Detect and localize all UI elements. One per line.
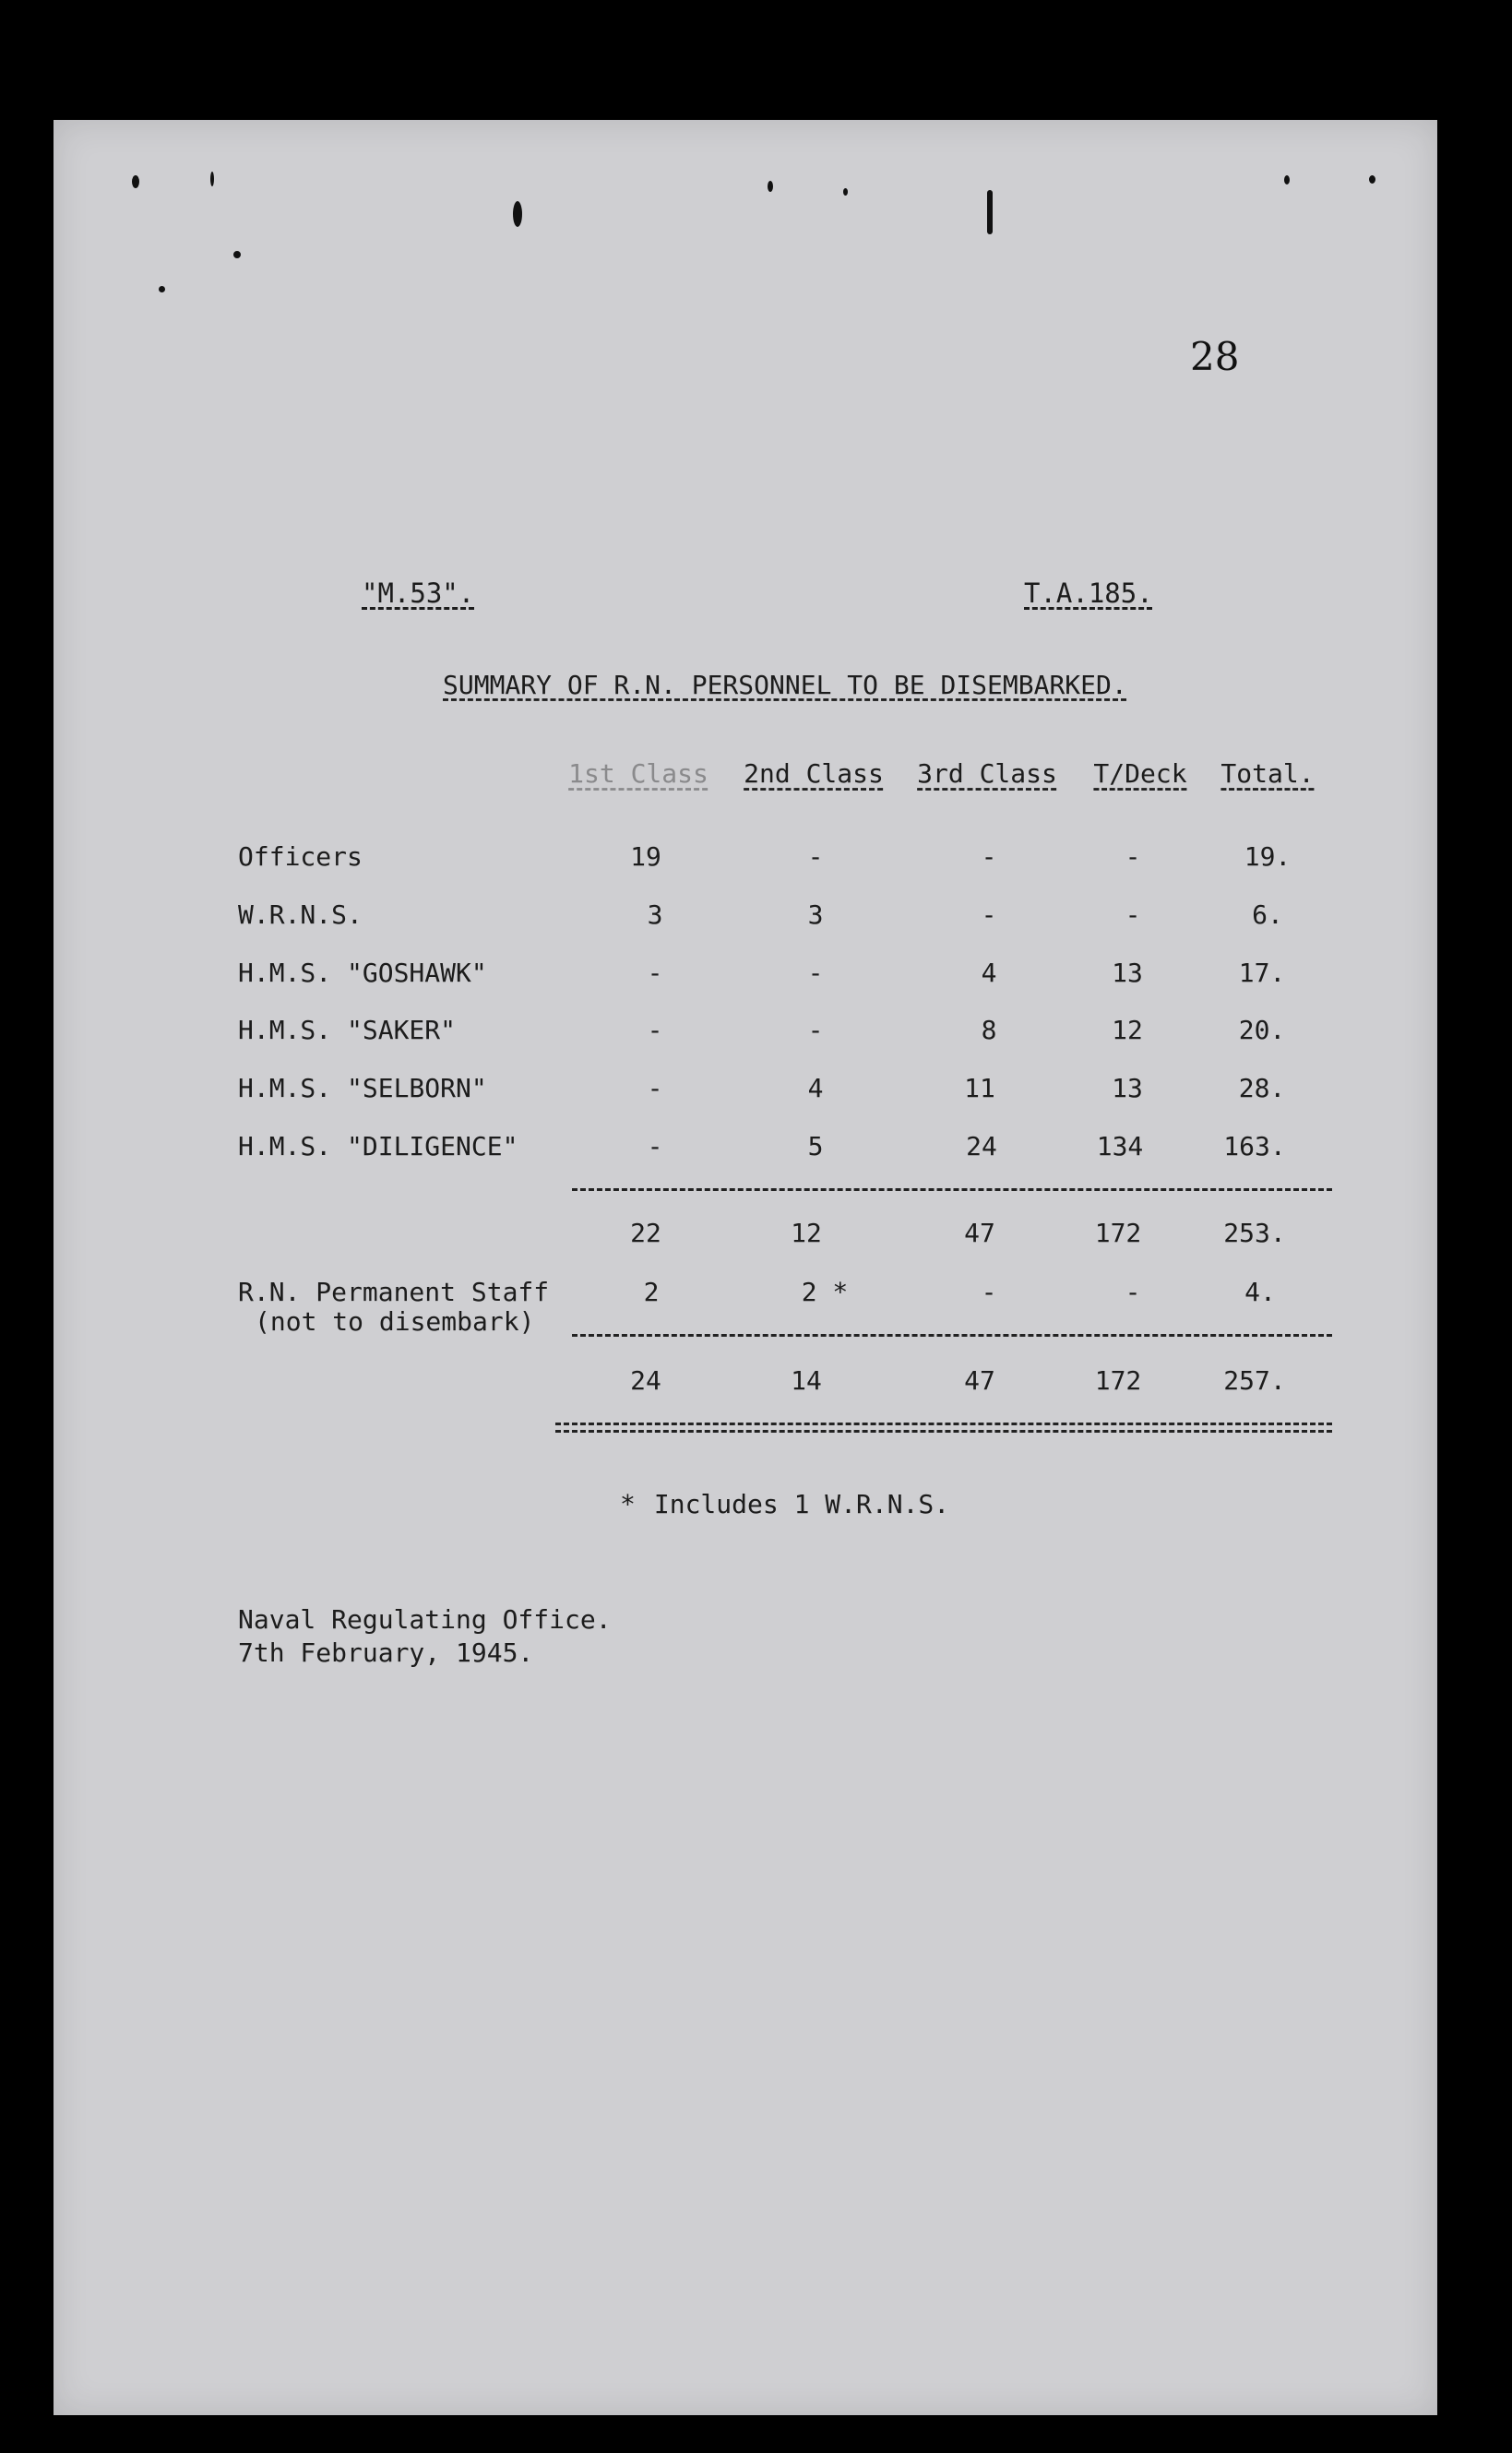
subtotal-cell: 47 bbox=[964, 1218, 995, 1248]
row-label-diligence: H.M.S. "DILIGENCE" bbox=[238, 1131, 518, 1161]
page-number: 28 bbox=[1190, 334, 1240, 379]
subtotal-cell: 22 bbox=[630, 1218, 661, 1248]
table-cell: - bbox=[647, 958, 663, 988]
row-label-officers: Officers bbox=[238, 841, 363, 872]
column-header-3rd-class: 3rd Class bbox=[917, 758, 1057, 789]
double-rule-top bbox=[555, 1423, 1332, 1425]
table-cell: - bbox=[981, 899, 997, 930]
table-cell: 4 bbox=[981, 958, 997, 988]
scan-speck bbox=[1369, 175, 1375, 184]
table-cell: - bbox=[981, 841, 997, 872]
subtotal-rule bbox=[572, 1188, 1332, 1191]
table-cell: - bbox=[647, 1015, 663, 1045]
table-cell: 2 * bbox=[801, 1277, 849, 1307]
row-label-selborn: H.M.S. "SELBORN" bbox=[238, 1073, 487, 1103]
row-label-permanent-staff: R.N. Permanent Staff bbox=[238, 1277, 550, 1307]
scan-speck bbox=[513, 201, 522, 227]
table-cell: 4. bbox=[1244, 1277, 1276, 1307]
table-cell: - bbox=[1125, 1277, 1141, 1307]
table-cell: - bbox=[807, 1015, 824, 1045]
row-label-goshawk: H.M.S. "GOSHAWK" bbox=[238, 958, 487, 988]
table-cell: 6. bbox=[1252, 899, 1283, 930]
table-cell: - bbox=[807, 958, 824, 988]
table-cell: - bbox=[647, 1073, 663, 1103]
reference-ta185: T.A.185. bbox=[1024, 578, 1153, 609]
column-header-1st-class: 1st Class bbox=[568, 758, 708, 789]
scan-speck bbox=[768, 181, 773, 192]
column-header-total: Total. bbox=[1220, 758, 1315, 789]
row-label-not-to-disembark: (not to disembark) bbox=[255, 1306, 535, 1337]
table-cell: 3 bbox=[807, 899, 824, 930]
grand-total-cell: 172 bbox=[1094, 1365, 1142, 1396]
signature-office: Naval Regulating Office. bbox=[238, 1604, 612, 1635]
signature-date: 7th February, 1945. bbox=[238, 1637, 534, 1668]
scan-speck bbox=[987, 190, 993, 234]
total-rule bbox=[572, 1334, 1332, 1337]
scan-speck bbox=[233, 251, 241, 258]
scan-speck bbox=[159, 286, 165, 292]
signature-block bbox=[238, 1603, 612, 1670]
table-cell: - bbox=[1125, 899, 1141, 930]
table-cell: 28. bbox=[1238, 1073, 1286, 1103]
table-cell: 20. bbox=[1238, 1015, 1286, 1045]
row-label-saker: H.M.S. "SAKER" bbox=[238, 1015, 457, 1045]
table-cell: 163. bbox=[1223, 1131, 1286, 1161]
table-cell: 19 bbox=[630, 841, 661, 872]
grand-total-cell: 24 bbox=[630, 1365, 661, 1396]
subtotal-cell: 172 bbox=[1094, 1218, 1142, 1248]
table-cell: 2 bbox=[643, 1277, 660, 1307]
column-header-2nd-class: 2nd Class bbox=[744, 758, 884, 789]
footnote bbox=[620, 1489, 949, 1519]
table-cell: 3 bbox=[647, 899, 663, 930]
table-cell: - bbox=[807, 841, 824, 872]
table-cell: 19. bbox=[1244, 841, 1292, 872]
footnote-mark: * bbox=[620, 1489, 636, 1519]
table-cell: 4 bbox=[807, 1073, 824, 1103]
table-cell: - bbox=[1125, 841, 1141, 872]
table-cell: 8 bbox=[981, 1015, 997, 1045]
scan-speck bbox=[843, 188, 848, 196]
reference-m53: "M.53". bbox=[362, 578, 475, 609]
table-cell: 134 bbox=[1096, 1131, 1144, 1161]
scan-speck bbox=[210, 172, 214, 186]
grand-total-cell: 14 bbox=[791, 1365, 822, 1396]
scan-speck bbox=[1284, 175, 1290, 185]
footnote-text: Includes 1 W.R.N.S. bbox=[653, 1489, 950, 1519]
document-page bbox=[54, 120, 1437, 2415]
table-cell: 13 bbox=[1112, 1073, 1143, 1103]
grand-total-cell: 257. bbox=[1223, 1365, 1286, 1396]
document-title: SUMMARY OF R.N. PERSONNEL TO BE DISEMBARKED. bbox=[443, 670, 1127, 700]
table-cell: 11 bbox=[964, 1073, 995, 1103]
table-cell: 13 bbox=[1112, 958, 1143, 988]
double-rule-bottom bbox=[555, 1430, 1332, 1433]
table-cell: - bbox=[647, 1131, 663, 1161]
row-label-wrns: W.R.N.S. bbox=[238, 899, 363, 930]
table-cell: 5 bbox=[807, 1131, 824, 1161]
table-cell: 17. bbox=[1238, 958, 1286, 988]
table-cell: 24 bbox=[966, 1131, 997, 1161]
grand-total-cell: 47 bbox=[964, 1365, 995, 1396]
subtotal-cell: 12 bbox=[791, 1218, 822, 1248]
table-cell: 12 bbox=[1112, 1015, 1143, 1045]
subtotal-cell: 253. bbox=[1223, 1218, 1286, 1248]
column-header-t-deck: T/Deck bbox=[1093, 758, 1187, 789]
scan-speck bbox=[132, 175, 139, 188]
table-cell: - bbox=[981, 1277, 997, 1307]
